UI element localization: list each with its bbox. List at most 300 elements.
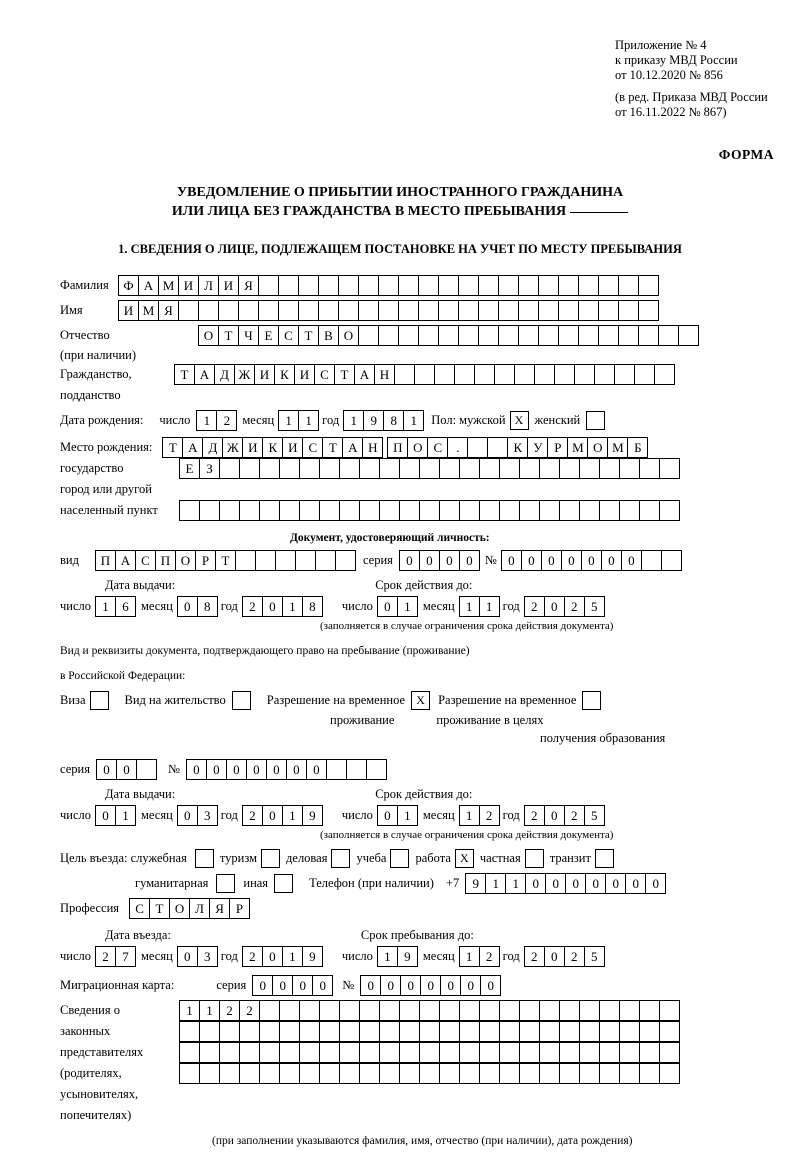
form-cell[interactable]: Д bbox=[202, 437, 223, 458]
form-cell[interactable] bbox=[298, 275, 319, 296]
form-cell[interactable]: 0 bbox=[272, 975, 293, 996]
visa-checkbox[interactable] bbox=[90, 691, 109, 710]
form-cell[interactable] bbox=[359, 1042, 380, 1063]
form-cell[interactable]: 2 bbox=[219, 1000, 240, 1021]
form-cell[interactable] bbox=[219, 500, 240, 521]
form-cell[interactable] bbox=[519, 1021, 540, 1042]
form-cell[interactable] bbox=[678, 325, 699, 346]
form-cell[interactable] bbox=[641, 550, 662, 571]
form-cell[interactable] bbox=[618, 300, 639, 321]
form-cell[interactable] bbox=[538, 325, 559, 346]
form-cell[interactable] bbox=[559, 1063, 580, 1084]
form-cell[interactable] bbox=[419, 500, 440, 521]
form-cell[interactable]: 0 bbox=[380, 975, 401, 996]
reps-input-row4[interactable] bbox=[179, 1063, 679, 1084]
form-cell[interactable] bbox=[278, 275, 299, 296]
form-cell[interactable] bbox=[474, 364, 495, 385]
form-cell[interactable] bbox=[239, 1021, 260, 1042]
form-cell[interactable] bbox=[339, 458, 360, 479]
form-cell[interactable] bbox=[299, 1042, 320, 1063]
form-cell[interactable]: 2 bbox=[242, 805, 263, 826]
form-cell[interactable]: 1 bbox=[278, 410, 299, 431]
form-cell[interactable] bbox=[338, 275, 359, 296]
form-cell[interactable] bbox=[639, 500, 660, 521]
form-cell[interactable]: 1 bbox=[459, 946, 480, 967]
form-cell[interactable] bbox=[379, 1021, 400, 1042]
form-cell[interactable] bbox=[319, 1063, 340, 1084]
form-cell[interactable]: О bbox=[175, 550, 196, 571]
form-cell[interactable] bbox=[198, 300, 219, 321]
form-cell[interactable]: А bbox=[342, 437, 363, 458]
form-cell[interactable] bbox=[499, 1000, 520, 1021]
form-cell[interactable]: 0 bbox=[262, 596, 283, 617]
form-cell[interactable]: 2 bbox=[564, 596, 585, 617]
form-cell[interactable] bbox=[574, 364, 595, 385]
form-cell[interactable]: 3 bbox=[197, 805, 218, 826]
form-cell[interactable]: 1 bbox=[397, 805, 418, 826]
form-cell[interactable]: 1 bbox=[95, 596, 116, 617]
form-cell[interactable] bbox=[639, 1000, 660, 1021]
form-cell[interactable] bbox=[278, 300, 299, 321]
form-cell[interactable]: Т bbox=[149, 898, 170, 919]
form-cell[interactable]: 0 bbox=[645, 873, 666, 894]
form-cell[interactable]: С bbox=[427, 437, 448, 458]
form-cell[interactable]: 8 bbox=[302, 596, 323, 617]
form-cell[interactable]: 0 bbox=[601, 550, 622, 571]
form-cell[interactable]: Р bbox=[195, 550, 216, 571]
doc-number-input[interactable] bbox=[501, 550, 681, 571]
form-cell[interactable] bbox=[219, 1063, 240, 1084]
stay-issue-day-input[interactable] bbox=[95, 805, 135, 826]
form-cell[interactable]: 0 bbox=[377, 596, 398, 617]
form-cell[interactable] bbox=[335, 550, 356, 571]
form-cell[interactable] bbox=[399, 1000, 420, 1021]
form-cell[interactable]: Т bbox=[322, 437, 343, 458]
form-cell[interactable] bbox=[179, 1042, 200, 1063]
form-cell[interactable] bbox=[559, 500, 580, 521]
form-cell[interactable] bbox=[654, 364, 675, 385]
form-cell[interactable]: 5 bbox=[584, 596, 605, 617]
form-cell[interactable]: 5 bbox=[584, 805, 605, 826]
form-cell[interactable]: О bbox=[407, 437, 428, 458]
form-cell[interactable]: 0 bbox=[286, 759, 307, 780]
form-cell[interactable] bbox=[199, 1021, 220, 1042]
form-cell[interactable]: 1 bbox=[485, 873, 506, 894]
form-cell[interactable]: 0 bbox=[292, 975, 313, 996]
form-cell[interactable]: М bbox=[138, 300, 159, 321]
form-cell[interactable]: И bbox=[218, 275, 239, 296]
form-cell[interactable]: 1 bbox=[179, 1000, 200, 1021]
form-cell[interactable] bbox=[319, 1042, 340, 1063]
phone-input[interactable] bbox=[465, 873, 665, 894]
form-cell[interactable] bbox=[339, 1042, 360, 1063]
form-cell[interactable]: П bbox=[387, 437, 408, 458]
form-cell[interactable] bbox=[318, 300, 339, 321]
form-cell[interactable] bbox=[539, 1021, 560, 1042]
mig-series-input[interactable] bbox=[252, 975, 332, 996]
form-cell[interactable] bbox=[459, 500, 480, 521]
form-cell[interactable]: 0 bbox=[206, 759, 227, 780]
form-cell[interactable] bbox=[239, 1063, 260, 1084]
form-cell[interactable] bbox=[659, 500, 680, 521]
form-cell[interactable] bbox=[579, 1021, 600, 1042]
form-cell[interactable]: 0 bbox=[625, 873, 646, 894]
form-cell[interactable] bbox=[659, 1042, 680, 1063]
form-cell[interactable] bbox=[259, 1063, 280, 1084]
form-cell[interactable] bbox=[467, 437, 488, 458]
form-cell[interactable]: 0 bbox=[501, 550, 522, 571]
form-cell[interactable] bbox=[379, 1063, 400, 1084]
form-cell[interactable]: 9 bbox=[302, 946, 323, 967]
form-cell[interactable]: 1 bbox=[115, 805, 136, 826]
purpose-service-checkbox[interactable] bbox=[195, 849, 214, 868]
form-cell[interactable] bbox=[458, 300, 479, 321]
form-cell[interactable] bbox=[279, 500, 300, 521]
form-cell[interactable]: 0 bbox=[544, 946, 565, 967]
birth-state-input[interactable] bbox=[162, 437, 382, 458]
form-cell[interactable] bbox=[659, 1063, 680, 1084]
form-cell[interactable]: 1 bbox=[403, 410, 424, 431]
form-cell[interactable]: И bbox=[118, 300, 139, 321]
form-cell[interactable]: 0 bbox=[561, 550, 582, 571]
doc-valid-year-input[interactable] bbox=[524, 596, 604, 617]
form-cell[interactable]: Ф bbox=[118, 275, 139, 296]
reps-input-row1[interactable] bbox=[179, 1000, 679, 1021]
form-cell[interactable] bbox=[319, 1021, 340, 1042]
form-cell[interactable]: К bbox=[262, 437, 283, 458]
form-cell[interactable] bbox=[219, 1021, 240, 1042]
form-cell[interactable]: Я bbox=[238, 275, 259, 296]
birth-city-input-row1[interactable] bbox=[387, 437, 647, 458]
form-cell[interactable] bbox=[414, 364, 435, 385]
form-cell[interactable]: 2 bbox=[242, 596, 263, 617]
form-cell[interactable] bbox=[199, 500, 220, 521]
form-cell[interactable] bbox=[498, 275, 519, 296]
form-cell[interactable] bbox=[518, 325, 539, 346]
patronymic-input[interactable] bbox=[198, 325, 698, 346]
form-cell[interactable] bbox=[598, 300, 619, 321]
form-cell[interactable]: 2 bbox=[242, 946, 263, 967]
form-cell[interactable]: 0 bbox=[262, 946, 283, 967]
form-cell[interactable] bbox=[661, 550, 682, 571]
form-cell[interactable]: 0 bbox=[605, 873, 626, 894]
form-cell[interactable]: 1 bbox=[377, 946, 398, 967]
form-cell[interactable] bbox=[439, 458, 460, 479]
form-cell[interactable]: 2 bbox=[564, 805, 585, 826]
form-cell[interactable] bbox=[619, 1021, 640, 1042]
form-cell[interactable]: С bbox=[302, 437, 323, 458]
form-cell[interactable]: 0 bbox=[360, 975, 381, 996]
form-cell[interactable] bbox=[439, 1000, 460, 1021]
form-cell[interactable]: 3 bbox=[197, 946, 218, 967]
purpose-tourism-checkbox[interactable] bbox=[261, 849, 280, 868]
form-cell[interactable]: 1 bbox=[196, 410, 217, 431]
form-cell[interactable] bbox=[338, 300, 359, 321]
form-cell[interactable]: А bbox=[182, 437, 203, 458]
form-cell[interactable]: 0 bbox=[95, 805, 116, 826]
form-cell[interactable]: 0 bbox=[565, 873, 586, 894]
purpose-work-checkbox[interactable]: Х bbox=[455, 849, 474, 868]
form-cell[interactable] bbox=[538, 300, 559, 321]
form-cell[interactable] bbox=[519, 500, 540, 521]
form-cell[interactable] bbox=[639, 1021, 660, 1042]
form-cell[interactable]: С bbox=[278, 325, 299, 346]
surname-input[interactable] bbox=[118, 275, 658, 296]
form-cell[interactable] bbox=[619, 458, 640, 479]
form-cell[interactable]: 2 bbox=[95, 946, 116, 967]
form-cell[interactable] bbox=[379, 500, 400, 521]
form-cell[interactable] bbox=[379, 458, 400, 479]
form-cell[interactable]: К bbox=[274, 364, 295, 385]
form-cell[interactable] bbox=[459, 458, 480, 479]
form-cell[interactable] bbox=[298, 300, 319, 321]
form-cell[interactable] bbox=[639, 1063, 660, 1084]
form-cell[interactable]: 8 bbox=[197, 596, 218, 617]
form-cell[interactable] bbox=[339, 1000, 360, 1021]
form-cell[interactable] bbox=[579, 1063, 600, 1084]
form-cell[interactable] bbox=[459, 1063, 480, 1084]
form-cell[interactable]: Е bbox=[258, 325, 279, 346]
form-cell[interactable]: 0 bbox=[541, 550, 562, 571]
birth-month-input[interactable] bbox=[278, 410, 318, 431]
form-cell[interactable] bbox=[359, 500, 380, 521]
form-cell[interactable] bbox=[358, 325, 379, 346]
form-cell[interactable] bbox=[579, 1042, 600, 1063]
stay-issue-month-input[interactable] bbox=[177, 805, 217, 826]
form-cell[interactable] bbox=[219, 1042, 240, 1063]
form-cell[interactable] bbox=[599, 458, 620, 479]
form-cell[interactable]: 2 bbox=[564, 946, 585, 967]
form-cell[interactable]: Е bbox=[179, 458, 200, 479]
form-cell[interactable]: Н bbox=[362, 437, 383, 458]
form-cell[interactable]: 0 bbox=[252, 975, 273, 996]
form-cell[interactable] bbox=[179, 1063, 200, 1084]
form-cell[interactable] bbox=[458, 275, 479, 296]
form-cell[interactable] bbox=[359, 458, 380, 479]
form-cell[interactable] bbox=[279, 1042, 300, 1063]
form-cell[interactable]: 0 bbox=[177, 946, 198, 967]
form-cell[interactable] bbox=[199, 1042, 220, 1063]
form-cell[interactable] bbox=[259, 500, 280, 521]
form-cell[interactable] bbox=[378, 300, 399, 321]
form-cell[interactable] bbox=[439, 1063, 460, 1084]
form-cell[interactable]: Ж bbox=[234, 364, 255, 385]
form-cell[interactable]: А bbox=[115, 550, 136, 571]
form-cell[interactable] bbox=[295, 550, 316, 571]
form-cell[interactable]: О bbox=[169, 898, 190, 919]
form-cell[interactable] bbox=[366, 759, 387, 780]
form-cell[interactable] bbox=[454, 364, 475, 385]
form-cell[interactable] bbox=[339, 1021, 360, 1042]
form-cell[interactable] bbox=[578, 275, 599, 296]
form-cell[interactable] bbox=[459, 1021, 480, 1042]
form-cell[interactable]: 0 bbox=[177, 596, 198, 617]
doc-kind-input[interactable] bbox=[95, 550, 355, 571]
form-cell[interactable]: 0 bbox=[545, 873, 566, 894]
form-cell[interactable] bbox=[494, 364, 515, 385]
form-cell[interactable]: 9 bbox=[302, 805, 323, 826]
form-cell[interactable] bbox=[619, 500, 640, 521]
form-cell[interactable] bbox=[399, 1063, 420, 1084]
form-cell[interactable] bbox=[398, 300, 419, 321]
form-cell[interactable] bbox=[258, 300, 279, 321]
form-cell[interactable]: 0 bbox=[419, 550, 440, 571]
form-cell[interactable]: Т bbox=[218, 325, 239, 346]
purpose-other-checkbox[interactable] bbox=[274, 874, 293, 893]
form-cell[interactable]: 2 bbox=[524, 596, 545, 617]
form-cell[interactable] bbox=[638, 325, 659, 346]
form-cell[interactable] bbox=[418, 325, 439, 346]
form-cell[interactable] bbox=[275, 550, 296, 571]
form-cell[interactable] bbox=[539, 458, 560, 479]
form-cell[interactable] bbox=[618, 275, 639, 296]
form-cell[interactable] bbox=[478, 300, 499, 321]
form-cell[interactable]: С bbox=[314, 364, 335, 385]
form-cell[interactable]: 0 bbox=[440, 975, 461, 996]
form-cell[interactable] bbox=[438, 300, 459, 321]
form-cell[interactable] bbox=[315, 550, 336, 571]
form-cell[interactable] bbox=[419, 1042, 440, 1063]
form-cell[interactable] bbox=[534, 364, 555, 385]
form-cell[interactable]: 0 bbox=[246, 759, 267, 780]
birth-year-input[interactable] bbox=[343, 410, 423, 431]
form-cell[interactable] bbox=[618, 325, 639, 346]
form-cell[interactable] bbox=[599, 1000, 620, 1021]
form-cell[interactable] bbox=[558, 325, 579, 346]
form-cell[interactable]: Т bbox=[174, 364, 195, 385]
form-cell[interactable] bbox=[559, 1021, 580, 1042]
form-cell[interactable] bbox=[479, 1063, 500, 1084]
form-cell[interactable] bbox=[559, 1042, 580, 1063]
form-cell[interactable]: 0 bbox=[544, 805, 565, 826]
stay-valid-month-input[interactable] bbox=[459, 805, 499, 826]
form-cell[interactable] bbox=[399, 1021, 420, 1042]
form-cell[interactable] bbox=[279, 458, 300, 479]
form-cell[interactable]: 0 bbox=[460, 975, 481, 996]
form-cell[interactable]: А bbox=[194, 364, 215, 385]
form-cell[interactable] bbox=[419, 1063, 440, 1084]
form-cell[interactable] bbox=[538, 275, 559, 296]
form-cell[interactable] bbox=[599, 500, 620, 521]
form-cell[interactable] bbox=[399, 1042, 420, 1063]
form-cell[interactable]: 0 bbox=[400, 975, 421, 996]
form-cell[interactable] bbox=[299, 1000, 320, 1021]
form-cell[interactable]: М bbox=[158, 275, 179, 296]
form-cell[interactable]: Д bbox=[214, 364, 235, 385]
form-cell[interactable] bbox=[259, 458, 280, 479]
form-cell[interactable]: А bbox=[138, 275, 159, 296]
form-cell[interactable]: 2 bbox=[524, 946, 545, 967]
form-cell[interactable]: 8 bbox=[383, 410, 404, 431]
form-cell[interactable] bbox=[479, 500, 500, 521]
stay-series-input[interactable] bbox=[96, 759, 156, 780]
form-cell[interactable] bbox=[638, 300, 659, 321]
form-cell[interactable] bbox=[478, 325, 499, 346]
form-cell[interactable] bbox=[579, 1000, 600, 1021]
form-cell[interactable] bbox=[439, 1042, 460, 1063]
form-cell[interactable] bbox=[638, 275, 659, 296]
form-cell[interactable]: М bbox=[607, 437, 628, 458]
form-cell[interactable] bbox=[319, 458, 340, 479]
form-cell[interactable] bbox=[378, 325, 399, 346]
form-cell[interactable]: 0 bbox=[439, 550, 460, 571]
form-cell[interactable]: М bbox=[567, 437, 588, 458]
residence-checkbox[interactable] bbox=[232, 691, 251, 710]
form-cell[interactable] bbox=[379, 1000, 400, 1021]
form-cell[interactable]: 0 bbox=[116, 759, 137, 780]
form-cell[interactable]: П bbox=[95, 550, 116, 571]
form-cell[interactable] bbox=[398, 275, 419, 296]
form-cell[interactable]: 1 bbox=[479, 596, 500, 617]
form-cell[interactable]: О bbox=[587, 437, 608, 458]
form-cell[interactable]: Р bbox=[229, 898, 250, 919]
form-cell[interactable]: 1 bbox=[343, 410, 364, 431]
stay-to-month-input[interactable] bbox=[459, 946, 499, 967]
form-cell[interactable] bbox=[258, 275, 279, 296]
form-cell[interactable]: 0 bbox=[621, 550, 642, 571]
stay-valid-day-input[interactable] bbox=[377, 805, 417, 826]
form-cell[interactable]: З bbox=[199, 458, 220, 479]
form-cell[interactable]: К bbox=[507, 437, 528, 458]
form-cell[interactable] bbox=[279, 1063, 300, 1084]
citizenship-input[interactable] bbox=[174, 364, 674, 385]
form-cell[interactable] bbox=[239, 500, 260, 521]
form-cell[interactable] bbox=[599, 1042, 620, 1063]
form-cell[interactable] bbox=[199, 1063, 220, 1084]
form-cell[interactable]: 0 bbox=[226, 759, 247, 780]
form-cell[interactable] bbox=[418, 300, 439, 321]
form-cell[interactable]: С bbox=[129, 898, 150, 919]
form-cell[interactable]: 2 bbox=[479, 946, 500, 967]
birth-day-input[interactable] bbox=[196, 410, 236, 431]
form-cell[interactable]: 2 bbox=[479, 805, 500, 826]
form-cell[interactable] bbox=[479, 458, 500, 479]
form-cell[interactable] bbox=[378, 275, 399, 296]
form-cell[interactable] bbox=[434, 364, 455, 385]
form-cell[interactable]: П bbox=[155, 550, 176, 571]
form-cell[interactable] bbox=[558, 300, 579, 321]
form-cell[interactable] bbox=[478, 275, 499, 296]
form-cell[interactable]: В bbox=[318, 325, 339, 346]
form-cell[interactable] bbox=[578, 325, 599, 346]
form-cell[interactable]: 0 bbox=[377, 805, 398, 826]
form-cell[interactable] bbox=[379, 1042, 400, 1063]
form-cell[interactable] bbox=[438, 275, 459, 296]
entry-day-input[interactable] bbox=[95, 946, 135, 967]
form-cell[interactable] bbox=[179, 500, 200, 521]
doc-issue-year-input[interactable] bbox=[242, 596, 322, 617]
form-cell[interactable] bbox=[519, 1000, 540, 1021]
form-cell[interactable] bbox=[599, 1063, 620, 1084]
form-cell[interactable] bbox=[419, 1021, 440, 1042]
form-cell[interactable] bbox=[499, 500, 520, 521]
form-cell[interactable] bbox=[359, 1063, 380, 1084]
form-cell[interactable]: А bbox=[354, 364, 375, 385]
form-cell[interactable] bbox=[519, 458, 540, 479]
form-cell[interactable]: И bbox=[242, 437, 263, 458]
form-cell[interactable] bbox=[559, 458, 580, 479]
form-cell[interactable] bbox=[479, 1000, 500, 1021]
form-cell[interactable]: И bbox=[282, 437, 303, 458]
purpose-business-checkbox[interactable] bbox=[331, 849, 350, 868]
form-cell[interactable] bbox=[419, 458, 440, 479]
form-cell[interactable] bbox=[499, 1042, 520, 1063]
form-cell[interactable] bbox=[458, 325, 479, 346]
form-cell[interactable] bbox=[514, 364, 535, 385]
form-cell[interactable] bbox=[459, 1042, 480, 1063]
form-cell[interactable]: 0 bbox=[459, 550, 480, 571]
stay-to-year-input[interactable] bbox=[524, 946, 604, 967]
